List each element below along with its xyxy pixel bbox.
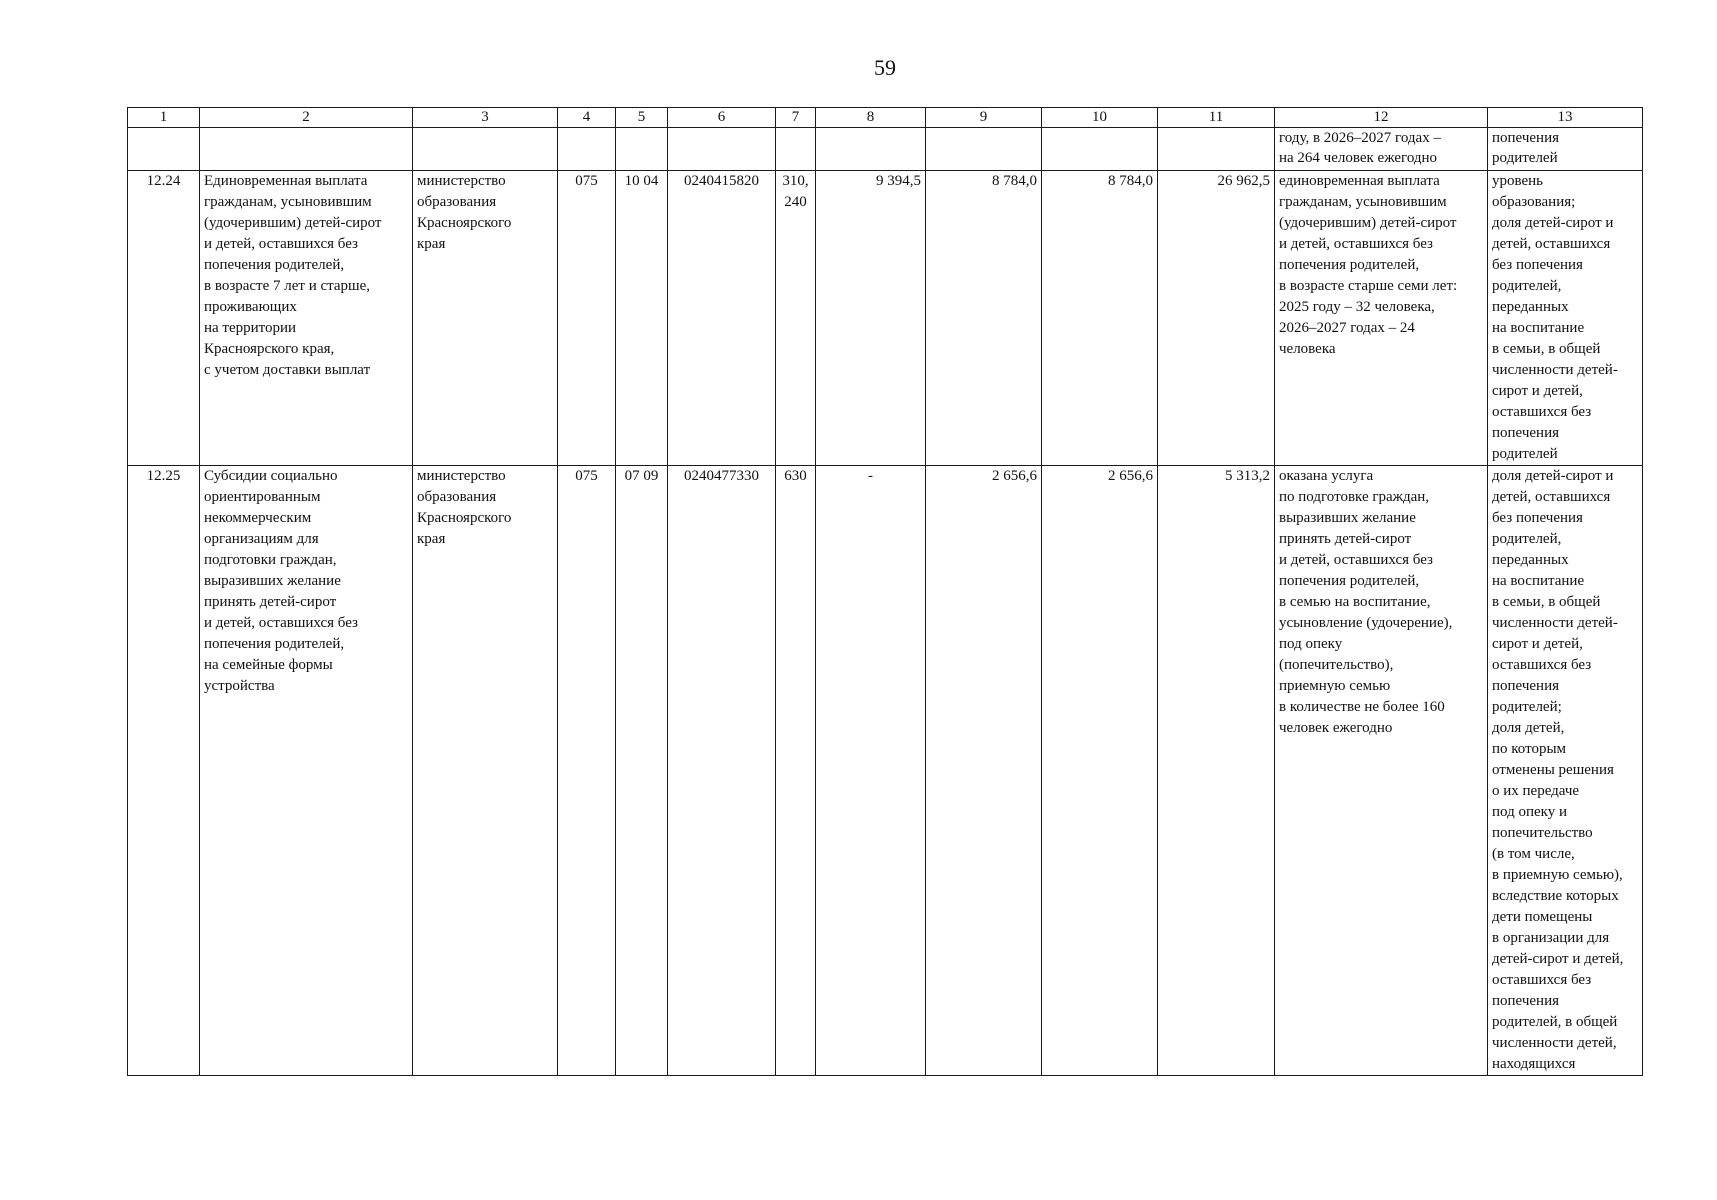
- csr-code: 0240415820: [668, 171, 776, 466]
- result-cell: единовременная выплата гражданам, усыновившим (удочерившим) детей-сирот и детей, оставшихся без попечения родителей, в возрасте старше семи лет: 2025 году – 32 человека, 2026–2027 годах – 24 человека: [1275, 171, 1488, 466]
- rzpr-code: 10 04: [616, 171, 668, 466]
- result-cell: году, в 2026–2027 годах – на 264 человек ежегодно: [1275, 128, 1488, 171]
- table-row: [128, 466, 1643, 1076]
- measure-name: Субсидии социально ориентированным некоммерческим организациям для подготовки граждан, выразивших желание принять детей-сирот и детей, оставшихся без попечения родителей, на семейные формы устройства: [200, 466, 413, 1076]
- amount-2027: 8 784,0: [1042, 171, 1158, 466]
- amount-2026: 2 656,6: [926, 466, 1042, 1076]
- table-row: [128, 171, 1643, 466]
- column-header: 6: [668, 108, 776, 128]
- column-header: 2: [200, 108, 413, 128]
- amount-total: 5 313,2: [1158, 466, 1275, 1076]
- budget-table: [127, 107, 1643, 1076]
- rzpr-code: 07 09: [616, 466, 668, 1076]
- column-header: 5: [616, 108, 668, 128]
- table-cell: [1042, 128, 1158, 171]
- column-header: 1: [128, 108, 200, 128]
- amount-2025: 9 394,5: [816, 171, 926, 466]
- table-cell: [776, 128, 816, 171]
- row-number: 12.24: [128, 171, 200, 466]
- result-cell: оказана услуга по подготовке граждан, выразивших желание принять детей-сирот и детей, оставшихся без попечения родителей, в семью на воспитание, усыновление (удочерение), под опеку (попечительство), приемную семью в количестве не более 160 человек ежегодно: [1275, 466, 1488, 1076]
- table-cell: [1158, 128, 1275, 171]
- page-number: 59: [874, 55, 896, 80]
- amount-2027: 2 656,6: [1042, 466, 1158, 1076]
- amount-total: 26 962,5: [1158, 171, 1275, 466]
- table-cell: [616, 128, 668, 171]
- amount-2026: 8 784,0: [926, 171, 1042, 466]
- table-cell: [926, 128, 1042, 171]
- row-number: 12.25: [128, 466, 200, 1076]
- executor: министерство образования Красноярского края: [413, 466, 558, 1076]
- table-cell: [200, 128, 413, 171]
- grbs-code: 075: [558, 466, 616, 1076]
- table-cell: [413, 128, 558, 171]
- continuation-row: [128, 128, 1643, 171]
- vr-code: 630: [776, 466, 816, 1076]
- table-cell: [558, 128, 616, 171]
- column-header: 4: [558, 108, 616, 128]
- column-header: 12: [1275, 108, 1488, 128]
- column-header: 10: [1042, 108, 1158, 128]
- table-cell: [128, 128, 200, 171]
- executor: министерство образования Красноярского края: [413, 171, 558, 466]
- column-header: 3: [413, 108, 558, 128]
- csr-code: 0240477330: [668, 466, 776, 1076]
- grbs-code: 075: [558, 171, 616, 466]
- column-header: 9: [926, 108, 1042, 128]
- column-header: 13: [1488, 108, 1643, 128]
- indicator-cell: доля детей-сирот и детей, оставшихся без попечения родителей, переданных на воспитание в семьи, в общей численности детей- сирот и детей, оставшихся без попечения родителей; доля детей, по которым отменены решения о их передаче под опеку и попечительство (в том числе, в приемную семью), вследствие которых дети помещены в организации для детей-сирот и детей, оставшихся без попечения родителей, в общей численности детей, находящихся: [1488, 466, 1643, 1076]
- indicator-cell: попечения родителей: [1488, 128, 1643, 171]
- table-cell: [816, 128, 926, 171]
- column-header: 11: [1158, 108, 1275, 128]
- table-cell: [668, 128, 776, 171]
- table-header-row: [128, 108, 1643, 128]
- indicator-cell: уровень образования; доля детей-сирот и детей, оставшихся без попечения родителей, переданных на воспитание в семьи, в общей численности детей- сирот и детей, оставшихся без попечения родителей: [1488, 171, 1643, 466]
- measure-name: Единовременная выплата гражданам, усыновившим (удочерившим) детей-сирот и детей, оставшихся без попечения родителей, в возрасте 7 лет и старше, проживающих на территории Красноярского края, с учетом доставки выплат: [200, 171, 413, 466]
- column-header: 7: [776, 108, 816, 128]
- vr-code: 310, 240: [776, 171, 816, 466]
- column-header: 8: [816, 108, 926, 128]
- amount-2025: -: [816, 466, 926, 1076]
